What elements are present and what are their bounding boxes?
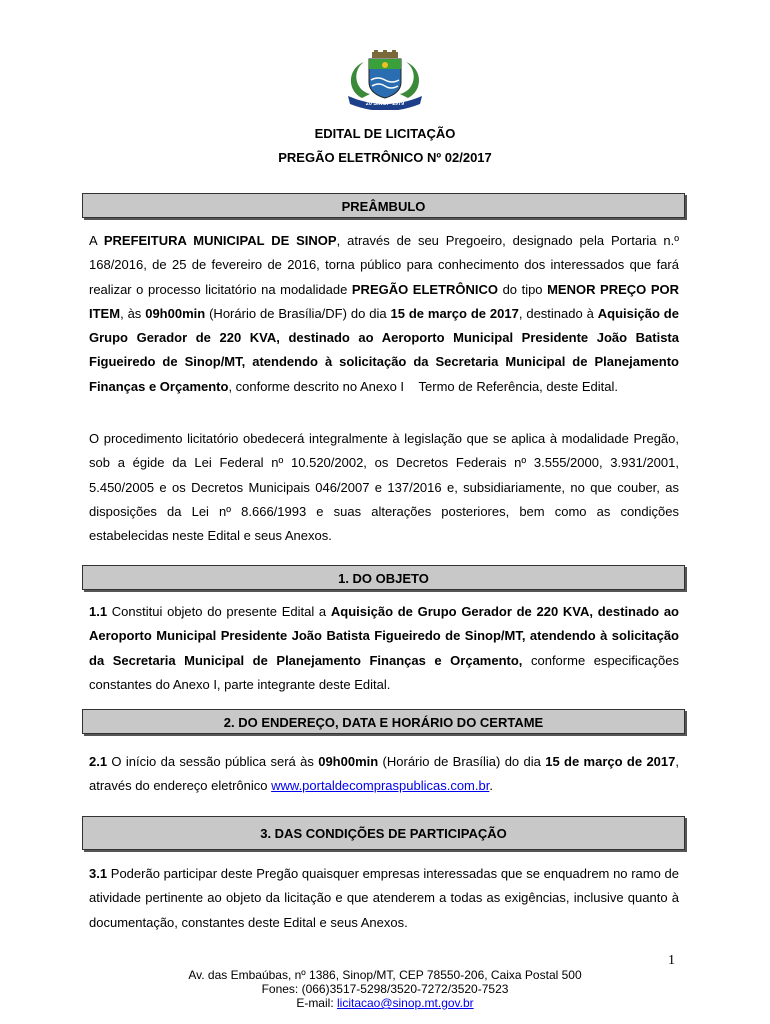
section-heading-preambulo: PREÂMBULO: [82, 193, 685, 218]
document-subtitle: PREGÃO ELETRÔNICO Nº 02/2017: [278, 150, 492, 165]
section-heading-objeto: 1. DO OBJETO: [82, 565, 685, 590]
footer-phones: Fones: (066)3517-5298/3520-7272/3520-7523: [261, 982, 509, 996]
section-heading-participacao: 3. DAS CONDIÇÕES DE PARTICIPAÇÃO: [82, 816, 685, 850]
svg-text:20 SINOP 1979: 20 SINOP 1979: [365, 101, 405, 107]
page-number: 1: [668, 953, 675, 968]
preambulo-paragraph-1: A PREFEITURA MUNICIPAL DE SINOP, através de seu Pregoeiro, designado pela Portaria n.º 168/2016, de 25 de fevereiro de 2016, torna público para conhecimento dos interessados que fará realizar o processo licitatório na modalidade PREGÃO ELETRÔNICO do tipo MENOR PREÇO POR ITEM, às 09h00min (Horário de Brasília/DF) do dia 15 de março de 2017, destinado à Aquisição de Grupo Gerador de 220 KVA, destinado ao Aeroporto Municipal Presidente João Batista Figueiredo de Sinop/MT, atendendo à solicitação da Secretaria Municipal de Planejamento Finanças e Orçamento, conforme descrito no Anexo I Termo de Referência, deste Edital.: [89, 233, 679, 394]
municipal-crest-logo: [342, 50, 428, 110]
footer-address: Av. das Embaúbas, nº 1386, Sinop/MT, CEP 78550-206, Caixa Postal 500: [188, 968, 582, 982]
footer-email-label: E-mail:: [296, 996, 337, 1010]
portal-link[interactable]: www.portaldecompraspublicas.com.br: [271, 778, 490, 794]
footer-email: [0, 996, 770, 1011]
preambulo-paragraph-2: O procedimento licitatório obedecerá integralmente à legislação que se aplica à modalidade Pregão, sob a égide da Lei Federal nº 10.520/2002, os Decretos Federais nº 3.555/2000, 3.931/2001, 5.450/2005 e os Decretos Municipais 046/2007 e 137/2016 e, subsidiariamente, no que couber, as disposições da Lei nº 8.666/1993 e suas alterações posteriores, bem como as condições estabelecidas neste Edital e seus Anexos.: [89, 431, 679, 544]
section-heading-endereco: 2. DO ENDEREÇO, DATA E HORÁRIO DO CERTAME: [82, 709, 685, 734]
objeto-paragraph: 1.1 Constitui objeto do presente Edital a Aquisição de Grupo Gerador de 220 KVA, destinado ao Aeroporto Municipal Presidente João Batista Figueiredo de Sinop/MT, atendendo à solicitação da Secretaria Municipal de Planejamento Finanças e Orçamento, conforme especificações constantes do Anexo I, parte integrante deste Edital.: [89, 604, 679, 692]
endereco-paragraph: 2.1 O início da sessão pública será às 09h00min (Horário de Brasília) do dia 15 de março de 2017, através do endereço eletrônico www.portaldecompraspublicas.com.br.: [89, 754, 679, 794]
participacao-paragraph: 3.1 Poderão participar deste Pregão quaisquer empresas interessadas que se enquadrem no ramo de atividade pertinente ao objeto da licitação e que atenderem a todas as exigências, inclusive quanto à documentação, constantes deste Edital e seus Anexos.: [89, 866, 679, 930]
footer-email-link[interactable]: licitacao@sinop.mt.gov.br: [336, 996, 474, 1010]
document-title: EDITAL DE LICITAÇÃO: [314, 126, 456, 141]
